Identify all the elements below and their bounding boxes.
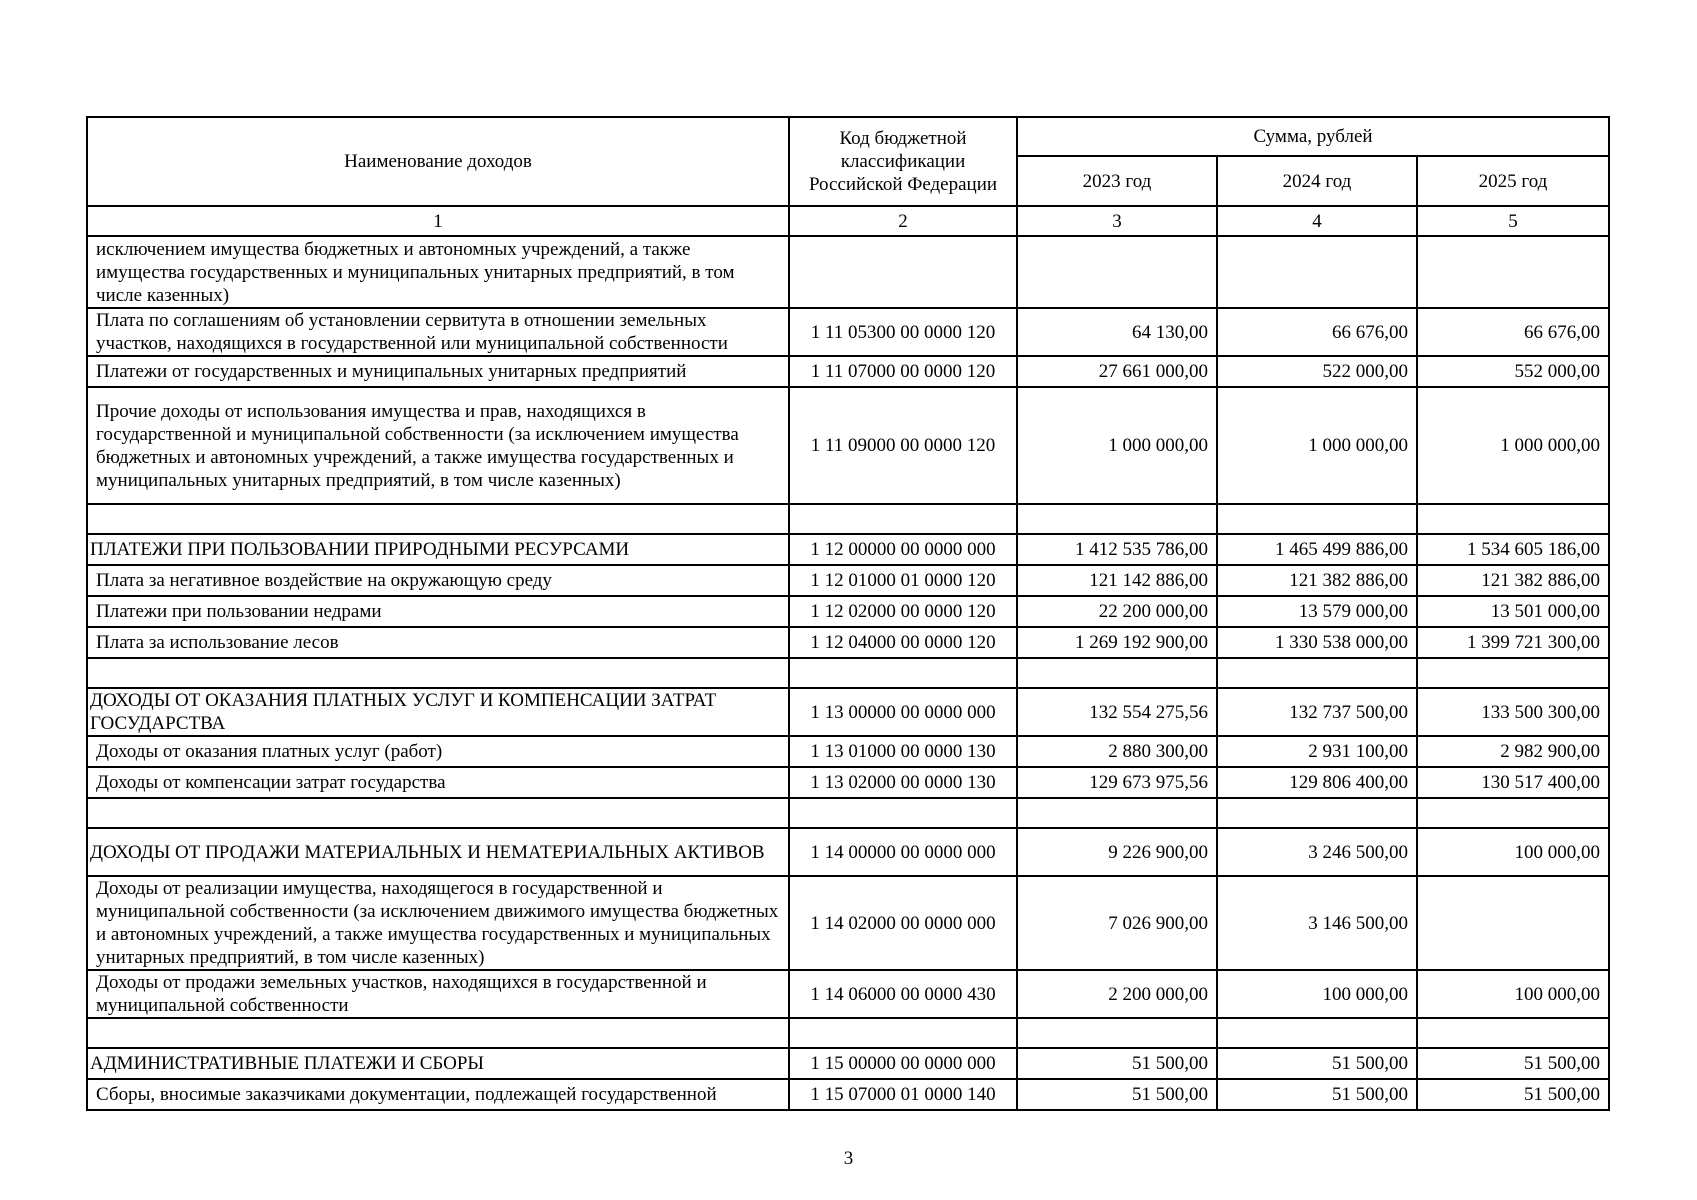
- row-code: 1 15 07000 01 0000 140: [789, 1079, 1017, 1110]
- row-2025: 1 534 605 186,00: [1417, 534, 1609, 565]
- row-2023: 129 673 975,56: [1017, 767, 1217, 798]
- row-code: 1 12 02000 00 0000 120: [789, 596, 1017, 627]
- row-2023: 22 200 000,00: [1017, 596, 1217, 627]
- row-2025: 1 000 000,00: [1417, 387, 1609, 504]
- row-2024: 51 500,00: [1217, 1048, 1417, 1079]
- row-name: ПЛАТЕЖИ ПРИ ПОЛЬЗОВАНИИ ПРИРОДНЫМИ РЕСУРСАМИ: [87, 534, 789, 565]
- row-code: 1 12 00000 00 0000 000: [789, 534, 1017, 565]
- header-year-2023: 2023 год: [1017, 156, 1217, 206]
- row-2023: 51 500,00: [1017, 1048, 1217, 1079]
- row-2023: 2 880 300,00: [1017, 736, 1217, 767]
- row-2025: 130 517 400,00: [1417, 767, 1609, 798]
- row-name: АДМИНИСТРАТИВНЫЕ ПЛАТЕЖИ И СБОРЫ: [87, 1048, 789, 1079]
- row-name: исключением имущества бюджетных и автономных учреждений, а также имущества государственных и муниципальных унитарных предприятий, в том числе казенных): [87, 236, 789, 308]
- table-row: [87, 828, 1609, 876]
- header-name: Наименование доходов: [87, 117, 789, 206]
- row-2025: 1 399 721 300,00: [1417, 627, 1609, 658]
- row-code: 1 14 06000 00 0000 430: [789, 970, 1017, 1018]
- row-code: 1 13 02000 00 0000 130: [789, 767, 1017, 798]
- row-2024: 129 806 400,00: [1217, 767, 1417, 798]
- index-cell: 3: [1017, 206, 1217, 236]
- row-name: Плата за негативное воздействие на окружающую среду: [87, 565, 789, 596]
- row-2025: 51 500,00: [1417, 1048, 1609, 1079]
- index-cell: 1: [87, 206, 789, 236]
- table-row: [87, 236, 1609, 308]
- row-code: 1 12 01000 01 0000 120: [789, 565, 1017, 596]
- row-name: Платежи при пользовании недрами: [87, 596, 789, 627]
- row-2025: [1417, 236, 1609, 308]
- row-2025: 2 982 900,00: [1417, 736, 1609, 767]
- table-row: [87, 356, 1609, 387]
- row-2024: 51 500,00: [1217, 1079, 1417, 1110]
- row-2024: 100 000,00: [1217, 970, 1417, 1018]
- row-code: 1 11 09000 00 0000 120: [789, 387, 1017, 504]
- row-2025: 66 676,00: [1417, 308, 1609, 356]
- row-name: Доходы от оказания платных услуг (работ): [87, 736, 789, 767]
- table-row: [87, 876, 1609, 970]
- row-code: 1 15 00000 00 0000 000: [789, 1048, 1017, 1079]
- index-cell: 2: [789, 206, 1017, 236]
- table-row: [87, 387, 1609, 504]
- row-code: 1 11 07000 00 0000 120: [789, 356, 1017, 387]
- row-2025: 13 501 000,00: [1417, 596, 1609, 627]
- row-name: Доходы от реализации имущества, находящегося в государственной и муниципальной собственности (за исключением движимого имущества бюджетных и автономных учреждений, а также имущества государственных и муниципальных унитарных предприятий, в том числе казенных): [87, 876, 789, 970]
- row-2025: [1417, 876, 1609, 970]
- row-2025: 121 382 886,00: [1417, 565, 1609, 596]
- table-row: [87, 534, 1609, 565]
- spacer-row: [87, 658, 1609, 688]
- spacer-row: [87, 798, 1609, 828]
- row-2023: 132 554 275,56: [1017, 688, 1217, 736]
- row-name: ДОХОДЫ ОТ ОКАЗАНИЯ ПЛАТНЫХ УСЛУГ И КОМПЕНСАЦИИ ЗАТРАТ ГОСУДАРСТВА: [87, 688, 789, 736]
- table-row: [87, 736, 1609, 767]
- row-2023: 121 142 886,00: [1017, 565, 1217, 596]
- row-name: Сборы, вносимые заказчиками документации, подлежащей государственной: [87, 1079, 789, 1110]
- row-2023: 7 026 900,00: [1017, 876, 1217, 970]
- row-2024: [1217, 236, 1417, 308]
- row-2024: 522 000,00: [1217, 356, 1417, 387]
- row-name: Плата по соглашениям об установлении сервитута в отношении земельных участков, находящихся в государственной или муниципальной собственности: [87, 308, 789, 356]
- row-code: 1 13 01000 00 0000 130: [789, 736, 1017, 767]
- row-2024: 2 931 100,00: [1217, 736, 1417, 767]
- header-year-2024: 2024 год: [1217, 156, 1417, 206]
- index-cell: 4: [1217, 206, 1417, 236]
- row-2025: 100 000,00: [1417, 970, 1609, 1018]
- row-2023: 9 226 900,00: [1017, 828, 1217, 876]
- row-code: [789, 236, 1017, 308]
- row-code: 1 14 02000 00 0000 000: [789, 876, 1017, 970]
- revenue-table: [86, 116, 1610, 1111]
- row-2025: 100 000,00: [1417, 828, 1609, 876]
- row-2025: 133 500 300,00: [1417, 688, 1609, 736]
- row-2024: 13 579 000,00: [1217, 596, 1417, 627]
- row-name: Доходы от продажи земельных участков, находящихся в государственной и муниципальной собственности: [87, 970, 789, 1018]
- row-2024: 132 737 500,00: [1217, 688, 1417, 736]
- row-code: 1 13 00000 00 0000 000: [789, 688, 1017, 736]
- row-2024: 1 000 000,00: [1217, 387, 1417, 504]
- row-2023: 51 500,00: [1017, 1079, 1217, 1110]
- header-sum: Сумма, рублей: [1017, 117, 1609, 156]
- table-row: [87, 1079, 1609, 1110]
- row-2025: 51 500,00: [1417, 1079, 1609, 1110]
- header-year-2025: 2025 год: [1417, 156, 1609, 206]
- row-2023: 64 130,00: [1017, 308, 1217, 356]
- row-2024: 121 382 886,00: [1217, 565, 1417, 596]
- row-2024: 66 676,00: [1217, 308, 1417, 356]
- table-row: [87, 767, 1609, 798]
- row-name: Плата за использование лесов: [87, 627, 789, 658]
- row-2024: 3 246 500,00: [1217, 828, 1417, 876]
- row-code: 1 14 00000 00 0000 000: [789, 828, 1017, 876]
- table-row: [87, 308, 1609, 356]
- page-number: 3: [843, 1148, 854, 1169]
- row-2023: 2 200 000,00: [1017, 970, 1217, 1018]
- row-2025: 552 000,00: [1417, 356, 1609, 387]
- row-name: Доходы от компенсации затрат государства: [87, 767, 789, 798]
- spacer-row: [87, 1018, 1609, 1048]
- table-row: [87, 970, 1609, 1018]
- row-2023: [1017, 236, 1217, 308]
- table-row: [87, 1048, 1609, 1079]
- table-row: [87, 565, 1609, 596]
- row-2024: 1 330 538 000,00: [1217, 627, 1417, 658]
- row-name: ДОХОДЫ ОТ ПРОДАЖИ МАТЕРИАЛЬНЫХ И НЕМАТЕРИАЛЬНЫХ АКТИВОВ: [87, 828, 789, 876]
- row-2024: 3 146 500,00: [1217, 876, 1417, 970]
- row-2023: 1 000 000,00: [1017, 387, 1217, 504]
- row-2023: 1 269 192 900,00: [1017, 627, 1217, 658]
- row-code: 1 12 04000 00 0000 120: [789, 627, 1017, 658]
- row-code: 1 11 05300 00 0000 120: [789, 308, 1017, 356]
- table-row: [87, 627, 1609, 658]
- table-row: [87, 596, 1609, 627]
- index-cell: 5: [1417, 206, 1609, 236]
- header-code: Код бюджетной классификации Российской Федерации: [789, 117, 1017, 206]
- row-2023: 1 412 535 786,00: [1017, 534, 1217, 565]
- row-name: Платежи от государственных и муниципальных унитарных предприятий: [87, 356, 789, 387]
- row-2024: 1 465 499 886,00: [1217, 534, 1417, 565]
- row-name: Прочие доходы от использования имущества и прав, находящихся в государственной и муниципальной собственности (за исключением имущества бюджетных и автономных учреждений, а также имущества государственных и муниципальных унитарных предприятий, в том числе казенных): [87, 387, 789, 504]
- table-row: [87, 688, 1609, 736]
- row-2023: 27 661 000,00: [1017, 356, 1217, 387]
- spacer-row: [87, 504, 1609, 534]
